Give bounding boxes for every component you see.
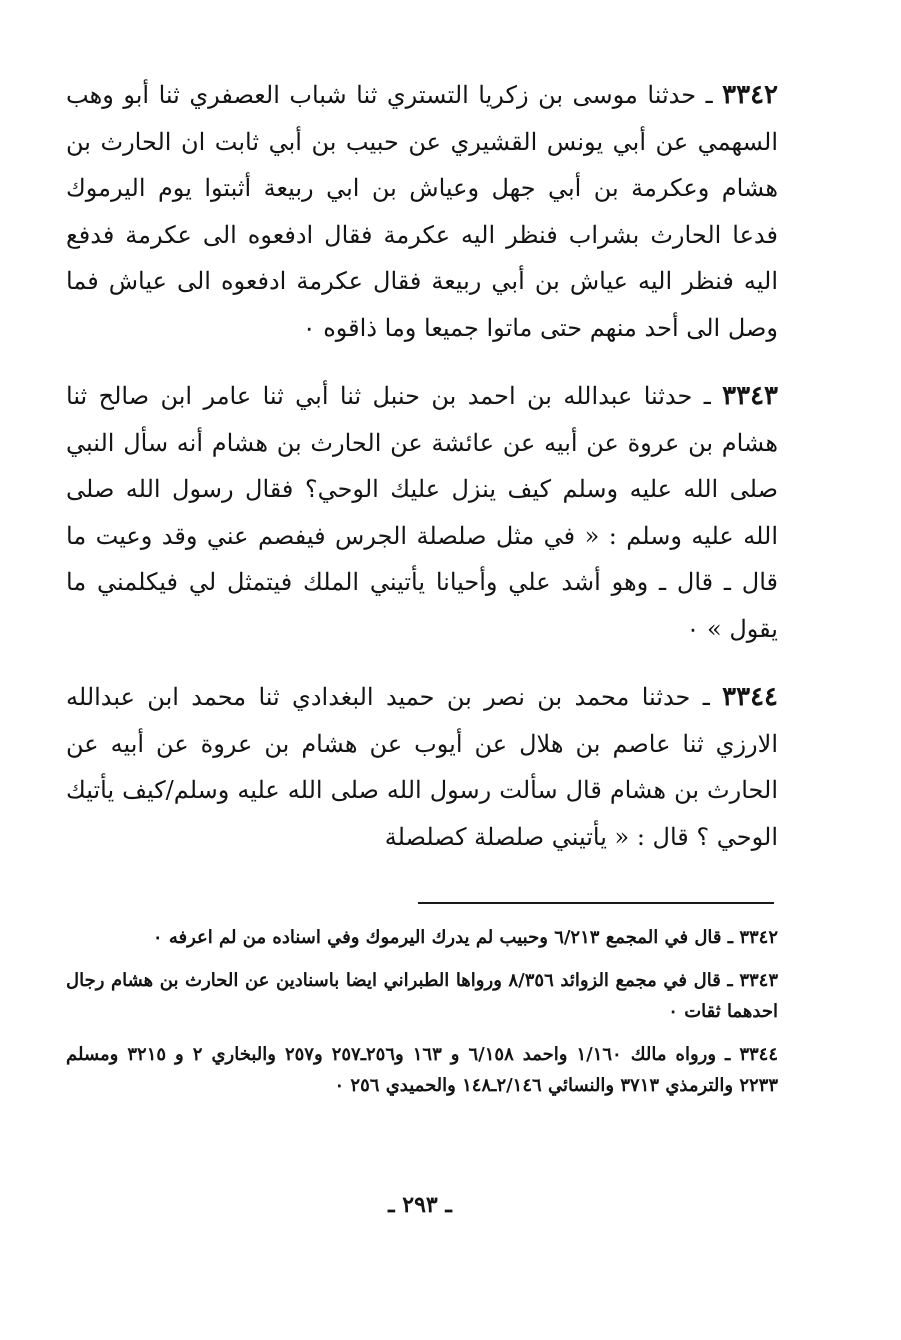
hadith-number: ٣٣٤٣ bbox=[722, 381, 778, 411]
footnote-3343: ٣٣٤٣ ـ قال في مجمع الزوائد ٨/٣٥٦ ورواها الطبراني ايضا باسنادين عن الحارث بن هشام رجال احدهما ثقات ٠ bbox=[66, 970, 778, 1022]
hadith-text: حدثنا موسى بن زكريا التستري ثنا شباب العصفري ثنا أبو وهب السهمي عن أبي يونس القشيري عن حبيب بن أبي ثابت ان الحارث بن هشام وعكرمة بن أبي جهل وعياش بن ابي ربيعة أثبتوا يوم اليرموك فدعا الحارث بشراب فنظر اليه عكرمة فقال ادفعوه الى عكرمة فدفع اليه فنظر اليه عياش بن أبي ربيعة فقال عكرمة ادفعوه الى عياش فما وصل الى أحد منهم حتى ماتوا جميعا وما ذاقوه ٠ bbox=[66, 81, 779, 342]
hadith-3342: ٣٣٤٢ ـ حدثنا موسى بن زكريا التستري ثنا شباب العصفري ثنا أبو وهب السهمي عن أبي يونس القشيري عن حبيب بن أبي ثابت ان الحارث بن هشام وعكرمة بن أبي جهل وعياش بن ابي ربيعة أثبتوا يوم اليرموك فدعا الحارث بشراب فنظر اليه عكرمة فقال ادفعوه الى عكرمة فدفع اليه فنظر اليه عياش بن أبي ربيعة فقال عكرمة ادفعوه الى عياش فما وصل الى أحد منهم حتى ماتوا جميعا وما ذاقوه ٠ bbox=[66, 80, 779, 342]
footnote-text: ورواه مالك ١/١٦٠ واحمد ٦/١٥٨ و ١٦٣ و٢٥٦ـ٢٥٧ و٢٥٧ والبخاري ٢ و ٣٢١٥ ومسلم ٢٢٣٣ والترمذي ٣٧١٣ والنسائي ٢/١٤٦ـ١٤٨ والحميدي ٢٥٦ ٠ bbox=[66, 1044, 778, 1096]
footnote-number: ٣٣٤٢ bbox=[739, 927, 778, 948]
footnote-divider bbox=[418, 902, 774, 904]
hadith-number: ٣٣٤٢ bbox=[722, 80, 778, 110]
footnote-number: ٣٣٤٣ bbox=[739, 970, 778, 991]
hadith-3343: ٣٣٤٣ ـ حدثنا عبدالله بن احمد بن حنبل ثنا أبي ثنا عامر ابن صالح ثنا هشام بن عروة عن أبيه عن عائشة عن الحارث بن هشام أنه سأل النبي صلى الله عليه وسلم كيف ينزل عليك الوحي؟ فقال رسول الله صلى الله عليه وسلم : « في مثل صلصلة الجرس فيفصم عني وقد وعيت ما قال ـ قال ـ وهو أشد علي وأحيانا يأتيني الملك فيتمثل لي فيكلمني ما يقول » ٠ bbox=[66, 381, 778, 643]
hadith-text: حدثنا عبدالله بن احمد بن حنبل ثنا أبي ثنا عامر ابن صالح ثنا هشام بن عروة عن أبيه عن عائشة عن الحارث بن هشام أنه سأل النبي صلى الله عليه وسلم كيف ينزل عليك الوحي؟ فقال رسول الله صلى الله عليه وسلم : « في مثل صلصلة الجرس فيفصم عني وقد وعيت ما قال ـ قال ـ وهو أشد علي وأحيانا يأتيني الملك فيتمثل لي فيكلمني ما يقول » ٠ bbox=[66, 382, 778, 643]
footnote-number: ٣٣٤٤ bbox=[739, 1044, 779, 1065]
footnote-text: قال في مجمع الزوائد ٨/٣٥٦ ورواها الطبراني ايضا باسنادين عن الحارث بن هشام رجال احدهما ثقات ٠ bbox=[66, 970, 778, 1022]
page-number: ـ ٢٩٣ ـ bbox=[388, 1192, 452, 1218]
footnote-3342: ٣٣٤٢ ـ قال في المجمع ٦/٢١٣ وحبيب لم يدرك اليرموك وفي اسناده من لم اعرفه ٠ bbox=[152, 927, 778, 948]
hadith-text: حدثنا محمد بن نصر بن حميد البغدادي ثنا محمد ابن عبدالله الارزي ثنا عاصم بن هلال عن أيوب عن هشام بن عروة عن أبيه عن الحارث بن هشام قال سألت رسول الله صلى الله عليه وسلم/كيف يأتيك الوحي ؟ قال : « يأتيني صلصلة كصلصلة bbox=[66, 683, 778, 851]
footnote-text: قال في المجمع ٦/٢١٣ وحبيب لم يدرك اليرموك وفي اسناده من لم اعرفه ٠ bbox=[152, 927, 722, 948]
footnotes bbox=[66, 922, 778, 1113]
main-text bbox=[66, 72, 778, 882]
hadith-number: ٣٣٤٤ bbox=[722, 682, 778, 712]
hadith-3344: ٣٣٤٤ ـ حدثنا محمد بن نصر بن حميد البغدادي ثنا محمد ابن عبدالله الارزي ثنا عاصم بن هلال عن أيوب عن هشام بن عروة عن أبيه عن الحارث بن هشام قال سألت رسول الله صلى الله عليه وسلم/كيف يأتيك الوحي ؟ قال : « يأتيني صلصلة كصلصلة bbox=[66, 682, 778, 851]
footnote-3344: ٣٣٤٤ ـ ورواه مالك ١/١٦٠ واحمد ٦/١٥٨ و ١٦٣ و٢٥٦ـ٢٥٧ و٢٥٧ والبخاري ٢ و ٣٢١٥ ومسلم ٢٢٣٣ والترمذي ٣٧١٣ والنسائي ٢/١٤٦ـ١٤٨ والحميدي ٢٥٦ ٠ bbox=[66, 1044, 779, 1096]
